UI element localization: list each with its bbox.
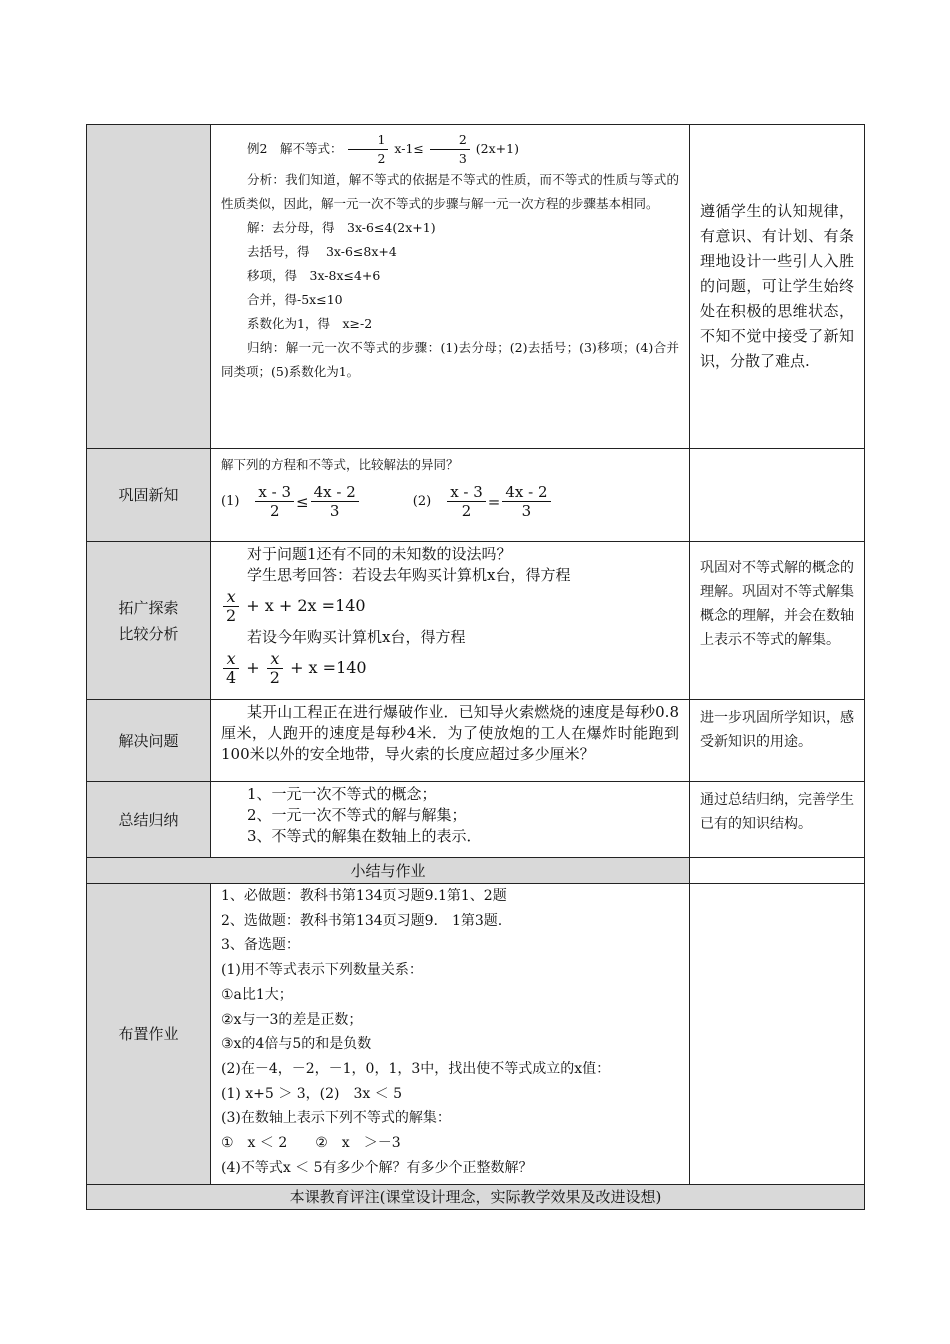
example-title xyxy=(221,131,679,168)
frac-den: 3 xyxy=(521,502,532,520)
homework-line: 3、备选题： xyxy=(221,937,300,954)
solve-content xyxy=(211,700,690,782)
eq2-rest: + x =140 xyxy=(290,658,367,677)
explore-line3: 若设今年购买计算机x台，得方程 xyxy=(247,628,466,646)
frac-den: 2 xyxy=(269,668,280,687)
frac-num: x xyxy=(223,588,239,607)
solve-text: 某开山工程正在进行爆破作业．已知导火索燃烧的速度是每秒0.8厘米，人跑开的速度是每秒4米．为了使放炮的工人在爆炸时能跑到100米以外的安全地带，导火索的长度应超过多少厘米？ xyxy=(221,703,679,763)
homework-label: 布置作业 xyxy=(87,884,211,1185)
example-label-cell xyxy=(87,125,211,449)
problem-2-lhs xyxy=(447,483,486,520)
consolidate-row xyxy=(87,449,865,542)
frac-den: 2 xyxy=(269,502,280,520)
frac-den: 2 xyxy=(461,502,472,520)
section-title-row xyxy=(87,858,865,884)
frac-num: 1 xyxy=(348,131,388,150)
homework-line: 1、必做题：教科书第134页习题9.1第1、2题 xyxy=(221,888,507,904)
eq2-fraction-2 xyxy=(267,650,283,687)
example-title-suffix: (2x+1) xyxy=(475,141,519,156)
section-title-blank xyxy=(690,858,865,884)
solve-note: 进一步巩固所学知识，感受新知识的用途。 xyxy=(690,700,865,782)
explore-label xyxy=(87,542,211,700)
summary-item: 3、不等式的解集在数轴上的表示． xyxy=(247,827,482,845)
explore-row xyxy=(87,542,865,700)
explore-equation-2 xyxy=(221,650,679,687)
eq1-rest: + x + 2x =140 xyxy=(246,596,366,615)
consolidate-prompt: 解下列的方程和不等式，比较解法的异同？ xyxy=(221,457,459,472)
lesson-plan-table xyxy=(86,124,865,1210)
footer-row xyxy=(87,1185,865,1210)
frac-num: 2 xyxy=(430,131,470,150)
homework-line: ②x与一3的差是正数； xyxy=(221,1011,363,1028)
summary-item: 1、一元一次不等式的概念； xyxy=(247,785,437,803)
example-title-mid: x-1≤ xyxy=(394,141,424,156)
consolidate-note xyxy=(690,449,865,542)
consolidate-label: 巩固新知 xyxy=(87,449,211,542)
frac-num: 4x - 2 xyxy=(502,483,550,502)
frac-den: 3 xyxy=(329,502,340,520)
problem-1-rhs xyxy=(311,483,359,520)
problem-1-operator: ≤ xyxy=(296,492,309,511)
problem-1-lhs xyxy=(255,483,294,520)
example-note: 遵循学生的认知规律，有意识、有计划、有条理地设计一些引人入胜的问题，可让学生始终处在积极的思维状态，不知不觉中接受了新知识，分散了难点. xyxy=(690,125,865,449)
problem-2-rhs xyxy=(502,483,550,520)
consolidate-problems xyxy=(221,483,679,520)
explore-label-line2: 比较分析 xyxy=(118,624,179,643)
eq2-plus: + xyxy=(246,658,260,677)
explore-content xyxy=(211,542,690,700)
explore-line1: 对于问题1还有不同的未知数的设法吗？ xyxy=(247,545,512,563)
example-step: 解：去分母，得 3x-6≤4(2x+1) xyxy=(247,220,436,235)
frac-num: x xyxy=(223,650,239,669)
example-summary: 归纳：解一元一次不等式的步骤：(1)去分母；(2)去括号；(3)移项；(4)合并同类项；(5)系数化为1。 xyxy=(221,340,679,379)
frac-num: x xyxy=(267,650,283,669)
example-step: 系数化为1，得 x≥-2 xyxy=(247,316,373,331)
problem-2-number: (2) xyxy=(412,493,432,509)
homework-line: (1)用不等式表示下列数量关系： xyxy=(221,962,423,979)
explore-line2: 学生思考回答：若设去年购买计算机x台，得方程 xyxy=(247,566,571,584)
summary-item: 2、一元一次不等式的解与解集； xyxy=(247,806,467,824)
section-title: 小结与作业 xyxy=(87,858,690,884)
problem-2-operator: = xyxy=(487,492,501,511)
frac-den: 3 xyxy=(458,151,467,166)
summary-row xyxy=(87,782,865,858)
frac-den: 2 xyxy=(377,151,386,166)
homework-row xyxy=(87,884,865,1185)
explore-equation-1 xyxy=(221,588,679,625)
homework-line: ①a比1大； xyxy=(221,986,293,1003)
example-row xyxy=(87,125,865,449)
problem-1-number: (1) xyxy=(221,493,240,509)
homework-note xyxy=(690,884,865,1185)
summary-content xyxy=(211,782,690,858)
fraction-one-half xyxy=(348,131,388,168)
homework-content xyxy=(211,884,690,1185)
eq2-fraction-1 xyxy=(223,650,239,687)
example-title-prefix: 例2 解不等式： xyxy=(247,141,343,156)
homework-line: (2)在－4，－2，－1，0，1，3中，找出使不等式成立的x值： xyxy=(221,1060,611,1077)
explore-note: 巩固对不等式解的概念的理解。巩固对不等式解集概念的理解，并会在数轴上表示不等式的解集。 xyxy=(690,542,865,700)
frac-num: x - 3 xyxy=(255,483,294,502)
homework-line: (1) x+5 ＞ 3，(2) 3x ＜ 5 xyxy=(221,1085,403,1102)
solve-row xyxy=(87,700,865,782)
homework-line: (3)在数轴上表示下列不等式的解集： xyxy=(221,1110,451,1127)
explore-label-line1: 拓广探索 xyxy=(118,598,179,617)
frac-num: 4x - 2 xyxy=(311,483,359,502)
homework-line: ③x的4倍与5的和是负数 xyxy=(221,1036,372,1053)
frac-den: 2 xyxy=(226,606,237,625)
example-analysis: 分析：我们知道，解不等式的依据是不等式的性质，而不等式的性质与等式的性质类似，因此，解一元一次不等式的步骤与解一元一次方程的步骤基本相同。 xyxy=(221,172,679,211)
solve-label: 解决问题 xyxy=(87,700,211,782)
fraction-two-thirds xyxy=(430,131,470,168)
example-step: 合并，得-5x≤10 xyxy=(247,292,343,307)
example-content xyxy=(211,125,690,449)
frac-num: x - 3 xyxy=(447,483,486,502)
summary-label: 总结归纳 xyxy=(87,782,211,858)
frac-den: 4 xyxy=(226,668,237,687)
example-step: 移项，得 3x-8x≤4+6 xyxy=(247,268,381,283)
summary-note: 通过总结归纳，完善学生已有的知识结构。 xyxy=(690,782,865,858)
homework-line: (4)不等式x ＜ 5有多少个解？有多少个正整数解？ xyxy=(221,1159,533,1176)
consolidate-content xyxy=(211,449,690,542)
footer-title: 本课教育评注(课堂设计理念，实际教学效果及改进设想) xyxy=(87,1185,865,1210)
example-step: 去括号，得 3x-6≤8x+4 xyxy=(247,244,397,259)
eq1-fraction xyxy=(223,588,239,625)
homework-line: ① x ＜ 2 ② x ＞－3 xyxy=(221,1135,401,1152)
homework-line: 2、选做题：教科书第134页习题9. 1第3题. xyxy=(221,912,503,929)
